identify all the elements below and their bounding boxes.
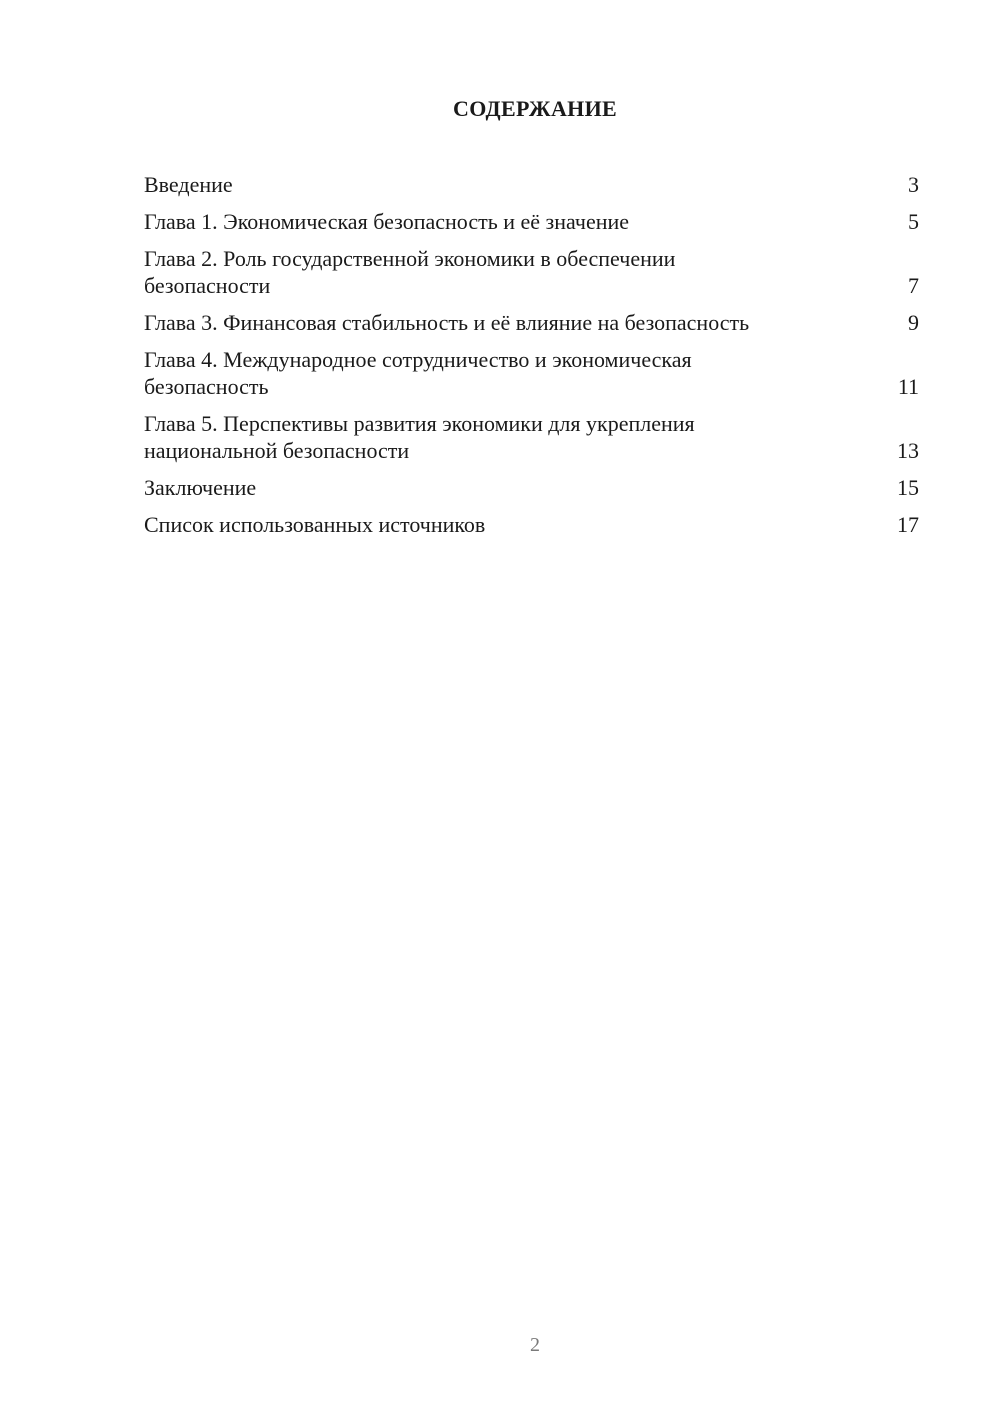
toc-entry-text: Заключение bbox=[144, 475, 257, 500]
toc-entry-text: Глава 4. Международное сотрудничество и экономическая безопасность bbox=[144, 347, 692, 399]
toc-entry-references bbox=[144, 511, 919, 538]
toc-entry-page: 11 bbox=[897, 374, 919, 399]
toc-entry-text: Список использованных источников bbox=[144, 512, 486, 537]
toc-entry-chapter-1 bbox=[144, 208, 919, 235]
toc-entry-text: Глава 1. Экономическая безопасность и её значение bbox=[144, 209, 630, 234]
toc-entry-page: 13 bbox=[897, 438, 919, 463]
toc-entry-page: 3 bbox=[908, 172, 919, 197]
toc-entry-page: 5 bbox=[908, 209, 919, 234]
toc-entry-introduction bbox=[144, 171, 919, 198]
toc-entry-text: Глава 5. Перспективы развития экономики для укрепления национальной безопасности bbox=[144, 411, 695, 463]
toc-entry-text: Введение bbox=[144, 172, 233, 197]
toc-entry-page: 17 bbox=[897, 512, 919, 537]
page-number: 2 bbox=[530, 1334, 540, 1356]
toc-entry-chapter-4 bbox=[144, 346, 919, 400]
toc-entry-chapter-2 bbox=[144, 245, 919, 299]
toc-entry-page: 7 bbox=[908, 273, 919, 298]
toc-list bbox=[144, 171, 919, 548]
toc-entry-text: Глава 2. Роль государственной экономики в обеспечении безопасности bbox=[144, 246, 676, 298]
toc-entry-text: Глава 3. Финансовая стабильность и её влияние на безопасность bbox=[144, 310, 750, 335]
toc-title: СОДЕРЖАНИЕ bbox=[453, 96, 617, 121]
toc-entry-chapter-5 bbox=[144, 410, 919, 464]
toc-entry-page: 15 bbox=[897, 475, 919, 500]
toc-entry-page: 9 bbox=[908, 310, 919, 335]
toc-entry-chapter-3 bbox=[144, 309, 919, 336]
toc-entry-conclusion bbox=[144, 474, 919, 501]
